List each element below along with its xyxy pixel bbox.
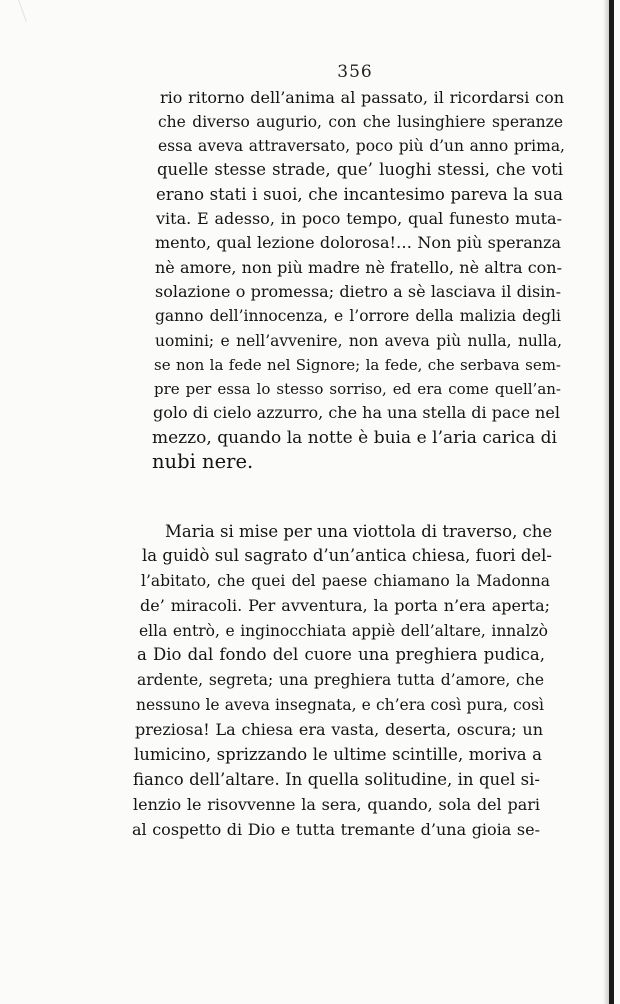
- text-line: lenzio le risovvenne la sera, quando, sola del pari: [133, 795, 540, 814]
- text-line: l’abitato, che quei del paese chiamano la Madonna: [141, 572, 550, 590]
- text-line: che diverso augurio, con che lusinghiere speranze: [158, 113, 563, 131]
- text-line: ardente, segreta; una preghiera tutta d’amore, che: [137, 671, 544, 689]
- text-line: essa aveva attraversato, poco più d’un anno prima,: [158, 137, 565, 155]
- text-line: preziosa! La chiesa era vasta, deserta, oscura; un: [135, 720, 543, 739]
- text-line: la guidò sul sagrato d’un’antica chiesa, fuori del-: [142, 546, 552, 565]
- text-line: al cospetto di Dio e tutta tremante d’una gioia se-: [132, 820, 540, 839]
- page-edge: [609, 0, 614, 1004]
- text-line: vita. E adesso, in poco tempo, qual funesto muta-: [156, 209, 562, 228]
- text-line: ella entrò, e inginocchiata appiè dell’altare, innalzò: [139, 622, 548, 640]
- text-line: mezzo, quando la notte è buia e l’aria carica di: [152, 428, 557, 448]
- text-line: mento, qual lezione dolorosa!… Non più speranza: [155, 233, 561, 252]
- text-line: uomini; e nell’avvenire, non aveva più nulla, nulla,: [155, 332, 562, 350]
- text-line: nessuno le aveva insegnata, e ch’era così pura, così: [136, 696, 544, 714]
- text-line: nubi nere.: [152, 450, 254, 473]
- text-line: quelle stesse strade, que’ luoghi stessi, che voti: [157, 160, 563, 179]
- scan-corner-mark: [0, 0, 27, 22]
- text-line: se non la fede nel Signore; la fede, che serbava sem-: [154, 356, 561, 374]
- text-line: a Dio dal fondo del cuore una preghiera pudica,: [137, 645, 545, 664]
- page-number: 356: [337, 62, 373, 82]
- text-line: erano stati i suoi, che incantesimo pareva la sua: [156, 185, 563, 204]
- text-line: ganno dell’innocenza, e l’orrore della malizia degli: [155, 307, 561, 325]
- text-line: rio ritorno dell’anima al passato, il ricordarsi con: [160, 88, 564, 107]
- text-line: Maria si mise per una viottola di traverso, che: [165, 522, 553, 541]
- text-line: de’ miracoli. Per avventura, la porta n’era aperta;: [140, 596, 550, 615]
- text-line: fianco dell’altare. In quella solitudine, in quel si-: [133, 770, 540, 789]
- text-line: pre per essa lo stesso sorriso, ed era come quell’an-: [154, 380, 561, 398]
- text-line: solazione o promessa; dietro a sè lasciava il disin-: [155, 282, 561, 301]
- text-line: golo di cielo azzurro, che ha una stella di pace nel: [153, 403, 560, 422]
- text-line: nè amore, non più madre nè fratello, nè altra con-: [155, 258, 562, 277]
- text-line: lumicino, sprizzando le ultime scintille, moriva a: [134, 745, 542, 764]
